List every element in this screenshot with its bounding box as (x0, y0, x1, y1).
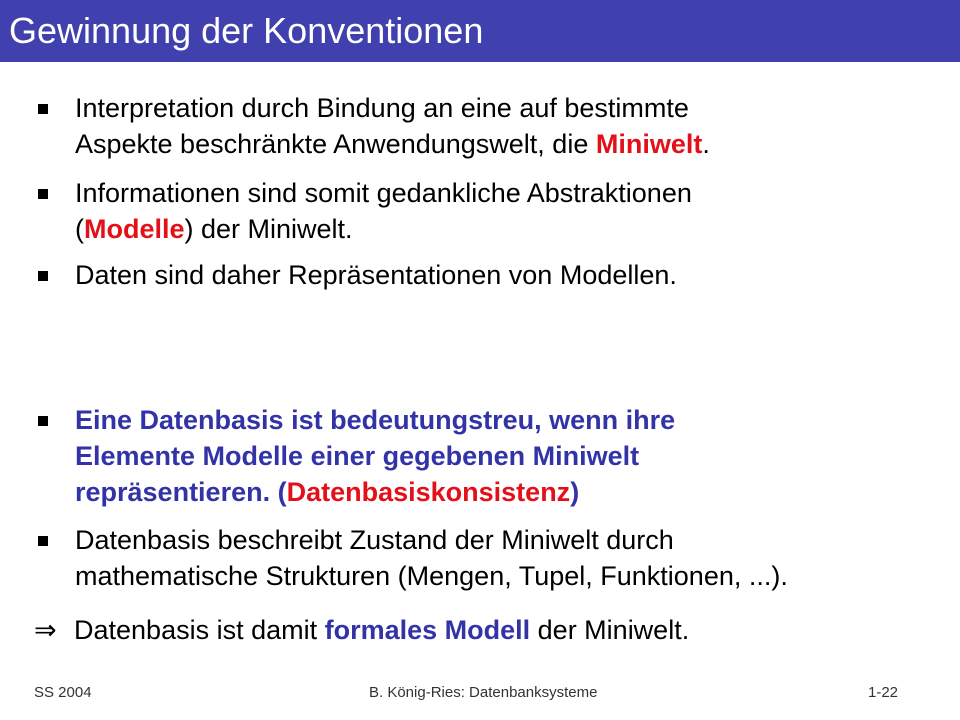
bullet-text-line: Eine Datenbasis ist bedeutungstreu, wenn ihre (75, 405, 676, 435)
bullet-text (75, 522, 938, 594)
bullet-text-paren: ( (75, 214, 84, 244)
bullet-item-daten (38, 257, 938, 293)
implies-arrow-icon: ⇒ (34, 615, 57, 646)
square-bullet-icon (38, 536, 48, 546)
highlight-miniwelt: Miniwelt (595, 129, 703, 159)
footer-author-course: B. König-Ries: Datenbanksysteme (369, 684, 598, 701)
square-bullet-icon (38, 104, 48, 114)
bullet-text-line: mathematische Strukturen (Mengen, Tupel, Funktionen, ...). (75, 561, 788, 591)
square-bullet-icon (38, 271, 48, 281)
bullet-text-line: Informationen sind somit gedankliche Abstraktionen (75, 178, 692, 208)
footer-semester: SS 2004 (34, 684, 92, 701)
bullet-item-informationen (38, 175, 938, 247)
bullet-text (75, 90, 938, 162)
bullet-text (75, 402, 938, 510)
bullet-text: Daten sind daher Repräsentationen von Modellen. (75, 260, 677, 290)
highlight-datenbasiskonsistenz: Datenbasiskonsistenz (286, 477, 571, 507)
highlight-formales-modell: formales Modell (324, 615, 531, 645)
bullet-text-line: repräsentieren. ( (75, 477, 287, 507)
bullet-text (75, 175, 938, 247)
bullet-text-suffix: ) der Miniwelt. (184, 214, 353, 244)
title-bar (0, 0, 960, 62)
highlight-modelle: Modelle (84, 214, 185, 244)
bullet-item-interpretation (38, 90, 938, 162)
conclusion-line (34, 612, 934, 649)
slide-title: Gewinnung der Konventionen (9, 10, 484, 51)
bullet-text-suffix: . (702, 129, 710, 159)
bullet-text-line: Elemente Modelle einer gegebenen Miniwelt (75, 441, 640, 471)
conclusion-text-suffix: der Miniwelt. (530, 615, 690, 645)
bullet-text-line: Aspekte beschränkte Anwendungswelt, die (75, 129, 596, 159)
square-bullet-icon (38, 189, 48, 199)
square-bullet-icon (38, 416, 48, 426)
bullet-item-zustand (38, 522, 938, 594)
footer-page-number: 1-22 (868, 684, 899, 701)
bullet-item-datenbasis-bedeutungstreu (38, 402, 938, 510)
conclusion-text: Datenbasis ist damit (74, 615, 325, 645)
bullet-text-line: Datenbasis beschreibt Zustand der Miniwelt durch (75, 525, 674, 555)
bullet-text-suffix: ) (570, 477, 580, 507)
bullet-text-line: Interpretation durch Bindung an eine auf bestimmte (75, 93, 689, 123)
